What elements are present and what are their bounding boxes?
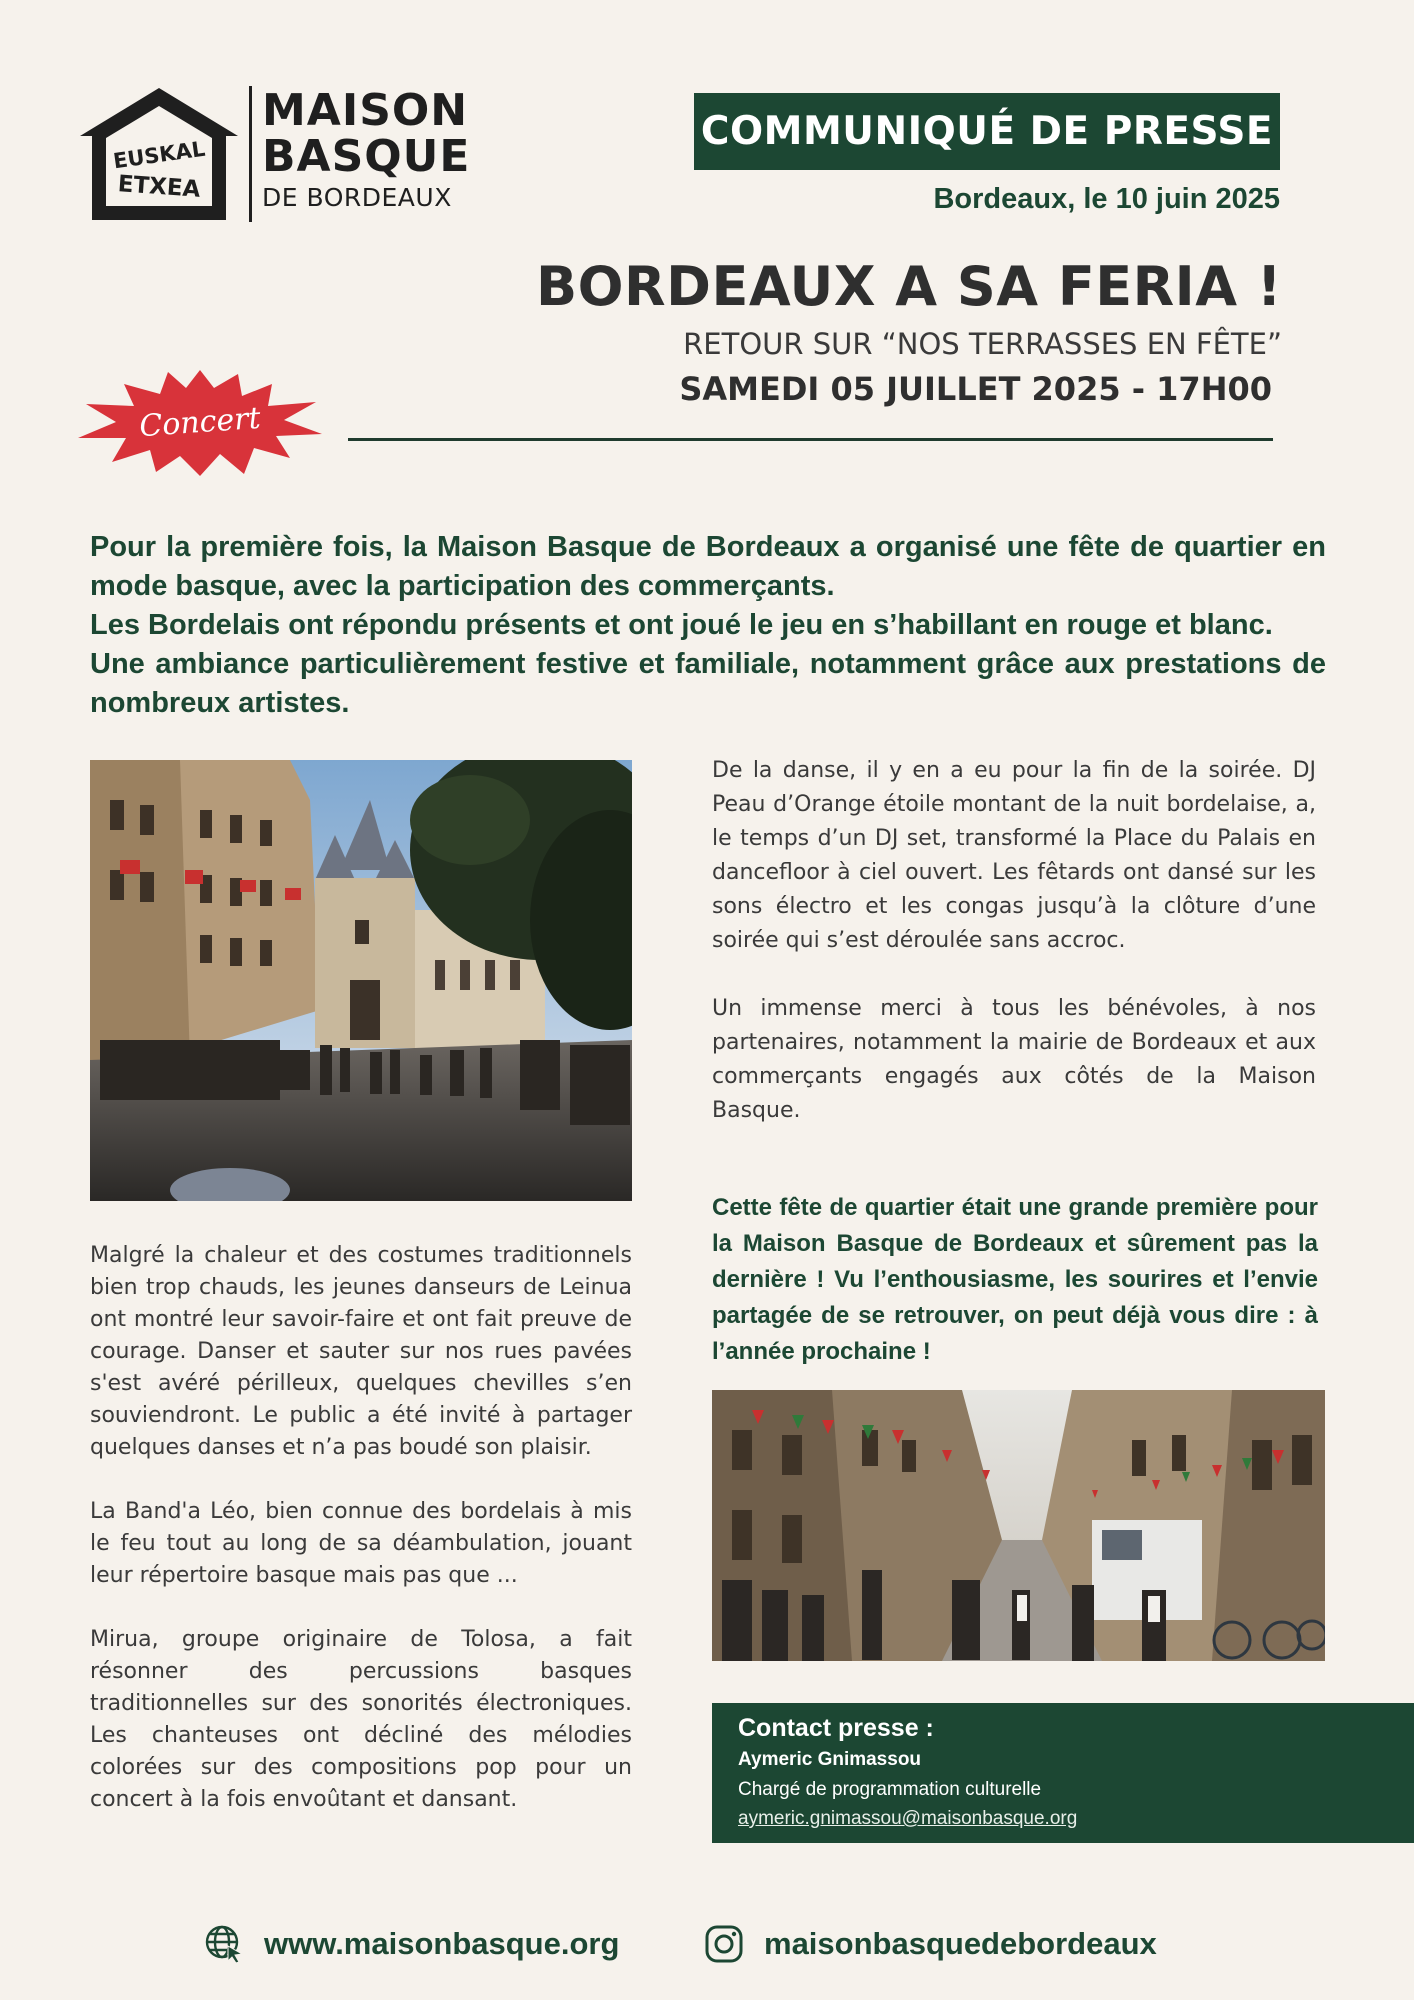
- left-paragraph-1: Malgré la chaleur et des costumes traditionnels bien trop chauds, les jeunes danseurs de Leinua ont montré leur savoir-faire et ont fait preuve de courage. Danser et sauter sur nos rues pavées s'est avéré périlleux, quelques chevilles s’en souviendront. Le public a été invité à partager quelques danses et n’a pas boudé son plaisir.: [90, 1243, 632, 1460]
- logo-divider: [249, 86, 252, 222]
- press-contact-box: [712, 1703, 1414, 1843]
- instagram-icon: [704, 1924, 744, 1964]
- press-release-badge: COMMUNIQUÉ DE PRESSE: [694, 93, 1280, 170]
- maison-basque-logo: [74, 84, 471, 224]
- logo-line-basque: BASQUE: [262, 131, 471, 182]
- photo-street-festival: [712, 1390, 1325, 1661]
- intro-paragraph-1: Pour la première fois, la Maison Basque de Bordeaux a organisé une fête de quartier en mode basque, avec la participation des commerçants.: [90, 531, 1326, 602]
- contact-role: Chargé de programmation culturelle: [738, 1779, 1042, 1800]
- press-date: Bordeaux, le 10 juin 2025: [933, 183, 1280, 215]
- closing-statement: Cette fête de quartier était une grande première pour la Maison Basque de Bordeaux et sûrement pas la dernière ! Vu l’enthousiasme, les sourires et l’envie partagée de se retrouver, on peut déjà vous dire : à l’année prochaine !: [712, 1194, 1318, 1365]
- footer-website-link[interactable]: [204, 1922, 619, 1966]
- logo-line-bordeaux: DE BORDEAUX: [262, 183, 452, 212]
- title-divider: [348, 438, 1273, 441]
- photo-place-du-palais: [90, 760, 632, 1201]
- house-logo-icon: [74, 84, 244, 224]
- concert-badge: [76, 368, 324, 478]
- right-column-text: [712, 754, 1316, 1162]
- logo-emblem-line1: EUSKAL: [111, 136, 207, 174]
- footer-instagram-link[interactable]: [704, 1922, 1157, 1966]
- left-paragraph-3: Mirua, groupe originaire de Tolosa, a fait résonner des percussions basques traditionnelles sur des sonorités électroniques. Les chanteuses ont décliné des mélodies colorées sur des compositions pop pour un concert à la fois envoûtant et dansant.: [90, 1627, 632, 1812]
- right-paragraph-1: De la danse, il y en a eu pour la fin de la soirée. DJ Peau d’Orange étoile montant de la nuit bordelaise, a, le temps d’un DJ set, transformé la Place du Palais en dancefloor à ciel ouvert. Les fêtards ont dansé sur les sons électro et les congas jusqu’à la clôture d’une soirée qui s’est déroulée sans accroc.: [712, 758, 1316, 953]
- footer-instagram: maisonbasquedebordeaux: [764, 1926, 1157, 1961]
- concert-label: Concert: [138, 400, 262, 445]
- right-paragraph-2: Un immense merci à tous les bénévoles, à nos partenaires, notamment la mairie de Bordeaux et aux commerçants engagés aux côtés de la Maison Basque.: [712, 996, 1316, 1123]
- left-paragraph-2: La Band'a Léo, bien connue des bordelais à mis le feu tout au long de sa déambulation, jouant leur répertoire basque mais pas que ...: [90, 1499, 632, 1588]
- logo-emblem-line2: ETXEA: [116, 171, 202, 203]
- intro-text: [90, 528, 1326, 723]
- footer-website: www.maisonbasque.org: [264, 1926, 620, 1961]
- contact-email-link[interactable]: aymeric.gnimassou@maisonbasque.org: [738, 1808, 1078, 1829]
- page-title: BORDEAUX A SA FERIA !: [535, 255, 1282, 318]
- contact-name: Aymeric Gnimassou: [738, 1749, 922, 1770]
- globe-cursor-icon: [204, 1924, 244, 1964]
- intro-paragraph-2: Les Bordelais ont répondu présents et ont joué le jeu en s’habillant en rouge et blanc.: [90, 609, 1273, 641]
- intro-paragraph-3: Une ambiance particulièrement festive et familiale, notamment grâce aux prestations de nombreux artistes.: [90, 648, 1326, 719]
- logo-line-maison: MAISON: [262, 85, 469, 136]
- event-date: SAMEDI 05 JUILLET 2025 - 17H00: [679, 370, 1272, 408]
- page-subtitle: RETOUR SUR “NOS TERRASSES EN FÊTE”: [683, 327, 1282, 361]
- left-column-text: [90, 1240, 632, 1848]
- contact-title: Contact presse :: [738, 1714, 934, 1742]
- logo-wordmark: [262, 85, 472, 216]
